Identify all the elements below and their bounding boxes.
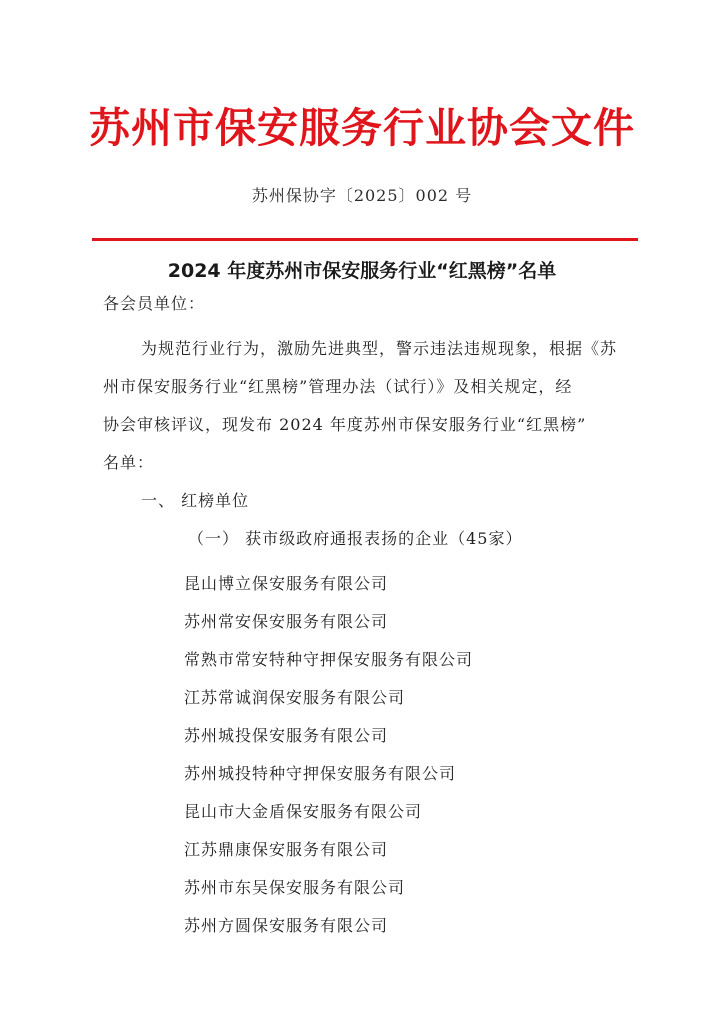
body-paragraph-line-2: 州市保安服务行业“红黑榜”管理办法（试行）》及相关规定，经 [103,377,573,396]
company-list-item: 苏州方圆保安服务有限公司 [184,916,389,935]
document-number: 苏州保协字〔2025〕002 号 [251,186,473,205]
section-heading-red-list: 一、 红榜单位 [141,491,250,510]
body-paragraph-line-3: 协会审核评议，现发布 2024 年度苏州市保安服务行业“红黑榜” [103,415,587,434]
company-list-item: 江苏鼎康保安服务有限公司 [184,840,389,859]
salutation: 各会员单位： [103,294,206,313]
body-paragraph-line-1: 为规范行业行为，激励先进典型，警示违法违规现象，根据《苏 [141,339,618,358]
red-divider-rule [92,238,638,241]
company-list [184,565,473,945]
company-list-item: 昆山博立保安服务有限公司 [184,574,389,593]
document-header-title: 苏州市保安服务行业协会文件 [89,104,635,152]
company-list-item: 苏州常安保安服务有限公司 [184,612,389,631]
company-list-item: 苏州城投特种守押保安服务有限公司 [184,764,457,783]
document-title: 2024 年度苏州市保安服务行业“红黑榜”名单 [167,260,557,282]
company-list-item: 苏州市东吴保安服务有限公司 [184,878,406,897]
company-list-item: 江苏常诚润保安服务有限公司 [184,688,406,707]
company-list-item: 昆山市大金盾保安服务有限公司 [184,802,423,821]
body-paragraph-line-4: 名单： [103,453,155,472]
company-list-item: 苏州城投保安服务有限公司 [184,726,389,745]
company-list-item: 常熟市常安特种守押保安服务有限公司 [184,650,474,669]
subsection-heading-commended: （一） 获市级政府通报表扬的企业（45家） [188,529,523,548]
